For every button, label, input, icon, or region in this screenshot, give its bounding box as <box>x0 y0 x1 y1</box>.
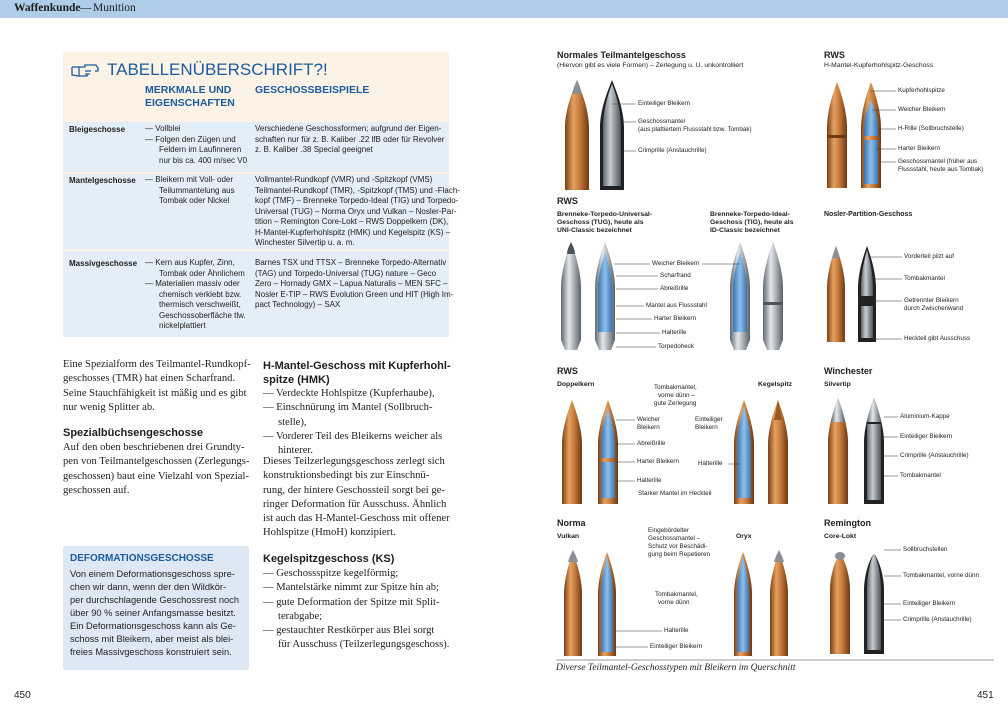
label: Starker Mantel im Heckteil <box>638 490 712 497</box>
label: gute Zerlegung <box>654 400 697 407</box>
label: Tombakmantel, <box>655 591 698 598</box>
label: Halterille <box>662 329 687 336</box>
label: Torpedoheck <box>658 343 695 350</box>
label: Halterille <box>637 477 662 484</box>
label: Eingebördelter <box>648 527 689 534</box>
paragraph-scharfrand: Eine Spezialform des Teilmantel-Rundkopf- geschosses (TMR) hat einen Scharfrand. Seine Stauchfähigkeit ist mäßig und es gibt nur wenig Splitter ab. <box>63 359 251 413</box>
figure-subtitle: Vulkan <box>557 533 580 540</box>
label: Scharfrand <box>660 272 691 279</box>
column-header-beispiele: GESCHOSSBEISPIELE <box>255 84 370 96</box>
page-number-right: 451 <box>977 690 994 701</box>
list-hmk: — Verdeckte Hohlspitze (Kupferhaube), — Einschnürung im Mantel (Sollbruch- stelle), — Vorderer Teil des Bleikerns weicher als hinterer. <box>263 388 443 457</box>
figure-title: Nosler-Partition-Geschoss <box>824 211 913 218</box>
figure-subtitle: Kegelspitz <box>758 381 792 388</box>
label: Geschossmantel <box>638 118 685 125</box>
figure-subtitle: (Hiervon gibt es viele Formen) – Zerlegung u. U. unkontrolliert <box>557 62 744 69</box>
table-cell: — Vollblei — Folgen den Zügen und Feldern im Laufinneren nur bis ca. 400 m/sec V0 <box>145 124 248 165</box>
label: Weicher Bleikern <box>652 260 700 267</box>
label: Bleikern <box>637 424 660 431</box>
page-number-left: 450 <box>14 690 31 701</box>
subsection-title: Munition <box>93 2 136 14</box>
column-header-merkmale: MERKMALE UND EIGENSCHAFTEN <box>145 84 235 109</box>
figure-caption: Diverse Teilmantel-Geschosstypen mit Bleikern im Querschnitt <box>556 663 796 673</box>
label: Crimprille (Anstauchrille) <box>638 147 707 154</box>
figure-subtitle: Silvertip <box>824 381 851 388</box>
label: Bleikern <box>695 424 718 431</box>
row-label: Bleigeschosse <box>69 125 126 134</box>
label: Harter Bleikern <box>637 458 679 465</box>
label: Vorderteil pilzt auf <box>904 253 955 260</box>
label: Harter Bleikern <box>654 315 696 322</box>
header-dash: — <box>80 2 92 14</box>
figure-subtitle: Brenneke-Torpedo-Ideal- Geschoss (TIG), heute als ID-Classic bezeichnet <box>710 211 794 235</box>
label: Kupferhohlspitze <box>898 87 945 94</box>
table-cell: Vollmantel-Rundkopf (VMR) und -Spitzkopf (VMS) Teilmantel-Rundkopf (TMR), -Spitzkopf (TMS) und -Flach- kopf (TMF) – Brenneke Torpedo-Ideal (TIG) und Torpedo- Universal (TUG) – Norma Oryx und Vulkan – Nosler-Par- tition – Remington Core-Lokt – RWS Doppelkern (DK), H-Mantel-Kupferhohlspitz (HMK) und Kegelspitz (KS) – Winchester Silvertip u. a. m. <box>255 175 460 247</box>
figure-subtitle: H-Mantel-Kupferhohlspitz-Geschoss <box>824 62 934 69</box>
figure-title: Remington <box>824 518 871 528</box>
label: Schutz vor Beschädi- <box>648 543 708 550</box>
table-title: TABELLENÜBERSCHRIFT?! <box>107 60 328 79</box>
label: Tombakmantel, vorne dünn <box>903 572 979 579</box>
label: Abreißrille <box>637 440 666 447</box>
label: Harter Bleikern <box>898 145 940 152</box>
deformation-text: Von einem Deformationsgeschoss spre- chen wir dann, wenn der den Wildkör- per durchschlagende Geschossrest noch über 90 % seiner Anfangsmasse besitzt. Ein Deformationsgeschoss kann als Ge- schoss mit Bleikern, aber meist als blei- freies Massivgeschoss konstruiert sein. <box>70 569 239 657</box>
label: Einteiliger <box>695 416 723 423</box>
figure-subtitle: Doppelkern <box>557 381 595 388</box>
heading-ks: Kegelspitzgeschoss (KS) <box>263 553 395 565</box>
deformation-title: DEFORMATIONSGESCHOSSE <box>70 553 214 564</box>
heading-hmk: H-Mantel-Geschoss mit Kupferhohl- spitze (HMK) <box>263 360 451 386</box>
label: durch Zwischenwand <box>904 305 964 312</box>
label: Crimprille (Anstauchrille) <box>900 452 969 459</box>
label: Geschossmantel – <box>648 535 701 542</box>
label: Einteiliger Bleikern <box>900 433 953 440</box>
label: Flussstahl, heute aus Tombak) <box>898 166 984 173</box>
figure-subtitle: Oryx <box>736 533 752 540</box>
figure-title: RWS <box>557 366 578 376</box>
label: vorne dünn <box>658 599 690 606</box>
figure-title: Winchester <box>824 366 873 376</box>
label: vorne dünn – <box>658 392 695 399</box>
label: Abreißrille <box>660 285 689 292</box>
label: H-Rille (Sollbruchstelle) <box>898 125 964 132</box>
label: Getrennter Bleikern <box>904 297 959 304</box>
table-cell: Barnes TSX und TTSX – Brenneke Torpedo-Alternativ (TAG) und Torpedo-Universal (TUG) nature – Geco Zero – Hornady GMX – Lapua Naturalis – MEN SFC – Nosler E-TIP – RWS Evolution Green und HIT (High Im- pact Technology) – SAX <box>255 258 454 309</box>
label: Tombakmantel, <box>654 384 697 391</box>
table-cell: Verschiedene Geschossformen; aufgrund der Eigen- schaften nur für z. B. Kaliber .22 lfB oder für Revolver z. B. Kaliber .38 Special geeignet <box>255 124 445 154</box>
label: Halterille <box>664 627 689 634</box>
figure-title: Normales Teilmantelgeschoss <box>557 50 686 60</box>
list-ks: — Geschossspitze kegelförmig; — Mantelstärke nimmt zur Spitze hin ab; — gute Deformation der Spitze mit Split- terabgabe; — gestauchter Restkörper aus Blei sorgt für Ausschuss (Teilzerlegungsgeschoss). <box>263 568 450 651</box>
label: Weicher Bleikern <box>898 106 946 113</box>
section-title: Waffenkunde <box>14 2 81 14</box>
label: Weicher <box>637 416 660 423</box>
label: Tombakmantel <box>904 275 945 282</box>
label: Sollbruchstellen <box>903 546 948 553</box>
label: Tombakmantel <box>900 472 941 479</box>
label: Halterille <box>698 460 723 467</box>
label: Einteiliger Bleikern <box>903 600 956 607</box>
label: Heckteil gibt Ausschuss <box>904 335 971 342</box>
table-cell: — Bleikern mit Voll- oder Teilummantelung aus Tombak oder Nickel <box>145 175 235 205</box>
label: Aluminium-Kappe <box>900 413 950 420</box>
label: Einteiliger Bleikern <box>638 100 691 107</box>
figure-subtitle: Core-Lokt <box>824 533 857 540</box>
label: Geschossmantel (früher aus <box>898 158 978 165</box>
label: Einteiliger Bleikern <box>650 643 703 650</box>
heading-spezial: Spezialbüchsengeschosse <box>63 427 203 439</box>
label: Mantel aus Flussstahl <box>646 302 707 309</box>
paragraph-hmk: Dieses Teilzerlegungsgeschoss zerlegt sich konstruktionsbedingt bis zur Einschnü- rung, der hintere Geschossteil sorgt bei ge- ringer Deformation für Ausschuss. Ähnlich ist auch das H-Mantel-Geschoss mit offener Hohlspitze (HmoH) konzipiert. <box>263 456 450 539</box>
row-label: Massivgeschosse <box>69 259 138 268</box>
paragraph-spezial: Auf den oben beschriebenen drei Grundty- pen von Teilmantelgeschossen (Zerlegungs- geschossen) baut eine Vielzahl von Spezial- geschossen auf. <box>63 442 250 496</box>
table-cell: — Kern aus Kupfer, Zinn, Tombak oder Ähnlichem — Materialien massiv oder chemisch verklebt bzw. thermisch verschweißt, Geschossoberfläche tlw. nickelplattiert <box>145 258 246 330</box>
row-label: Mantelgeschosse <box>69 176 136 185</box>
figure-title: Norma <box>557 518 586 528</box>
figure-subtitle: Brenneke-Torpedo-Universal- Geschoss (TUG), heute als UNI-Classic bezeichnet <box>557 211 653 235</box>
label: gung beim Repetieren <box>648 551 710 558</box>
label: (aus plattiertem Flussstahl bzw. Tombak) <box>638 126 752 133</box>
figure-title: RWS <box>557 196 578 206</box>
figure-title: RWS <box>824 50 845 60</box>
label: Crimprille (Anstauchrille) <box>903 616 972 623</box>
